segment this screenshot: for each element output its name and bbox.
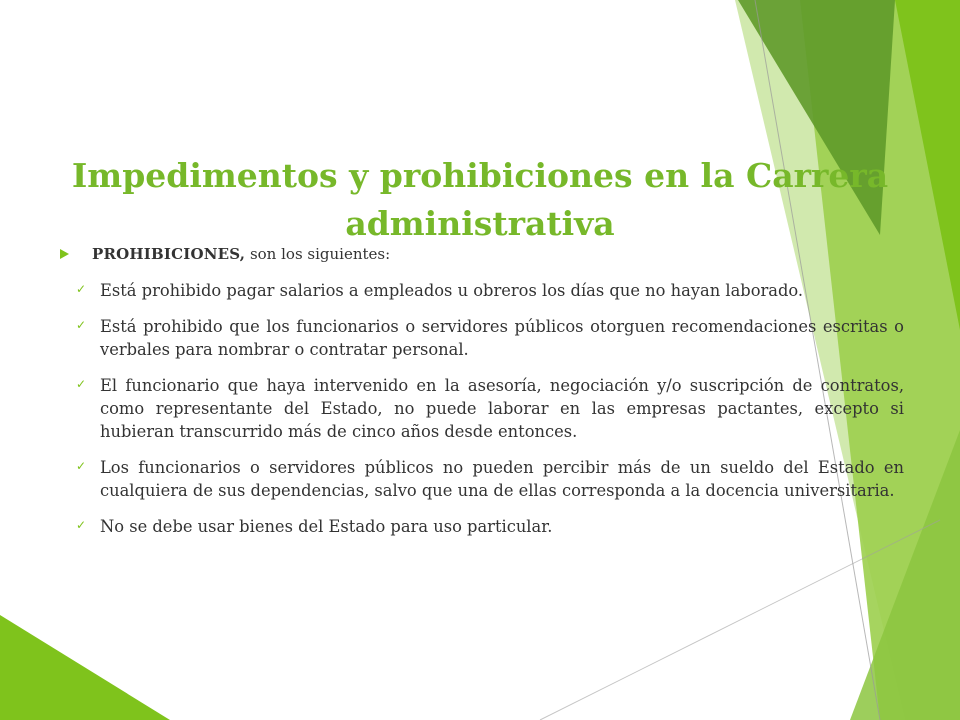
triangle-bullet-icon [60, 249, 69, 259]
intro-text [92, 243, 390, 265]
intro-rest: son los siguientes: [245, 245, 391, 263]
checkmark-icon: ✓ [76, 282, 87, 296]
list-item [76, 515, 904, 538]
checkmark-icon: ✓ [76, 377, 87, 391]
prohibitions-list [76, 279, 904, 551]
intro-strong: PROHIBICIONES, [92, 245, 246, 263]
list-item [76, 315, 904, 361]
slide-title: Impedimentos y prohibiciones en la Carrera administrativa [71, 156, 889, 243]
checkmark-icon: ✓ [76, 518, 87, 532]
list-item [76, 374, 904, 443]
list-item-text: Está prohibido que los funcionarios o servidores públicos otorguen recomendaciones escritas o verbales para nombrar o contratar personal. [100, 317, 904, 359]
list-item [76, 456, 904, 502]
list-item-text: Está prohibido pagar salarios a empleados u obreros los días que no hayan laborado. [100, 281, 804, 300]
checkmark-icon: ✓ [76, 318, 87, 332]
list-item-text: El funcionario que haya intervenido en la asesoría, negociación y/o suscripción de contratos, como representante del Estado, no puede laborar en las empresas pactantes, excepto si hubieran transcurrido más de cinco años desde entonces. [100, 376, 904, 441]
list-item-text: Los funcionarios o servidores públicos no pueden percibir más de un sueldo del Estado en cualquiera de sus dependencias, salvo que una de ellas corresponda a la docencia universitaria. [100, 458, 904, 500]
checkmark-icon: ✓ [76, 459, 87, 473]
list-item [76, 279, 904, 302]
deco-left-triangle [0, 615, 170, 720]
list-item-text: No se debe usar bienes del Estado para uso particular. [100, 517, 553, 536]
